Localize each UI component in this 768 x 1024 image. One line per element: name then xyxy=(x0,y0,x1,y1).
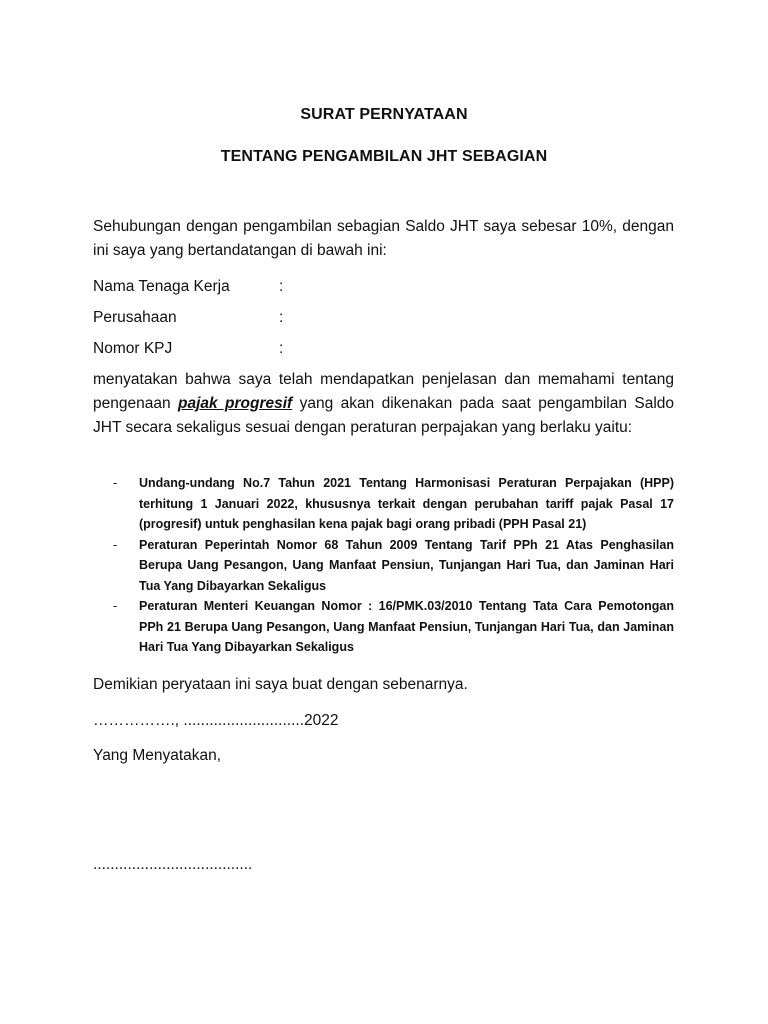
list-bullet: - xyxy=(113,537,118,552)
field-label: Nama Tenaga Kerja xyxy=(93,278,230,295)
list-item xyxy=(93,596,674,658)
regulation-list xyxy=(93,473,674,658)
statement-text-after: yang akan dikenakan pada saat pengambilan Saldo JHT secara sekaligus sesuai dengan peraturan perpajakan yang berlaku yaitu: xyxy=(93,395,675,436)
statement-paragraph xyxy=(93,368,674,440)
signature-line: ..................................... xyxy=(93,856,253,873)
list-bullet: - xyxy=(113,599,118,613)
regulation-text: Peraturan Menteri Keuangan Nomor : 16/PMK.03/2010 Tentang Tata Cara Pemotongan PPh 21 Berupa Uang Pesangon, Uang Manfaat Pensiun, Tunjangan Hari Tua, dan Jaminan Hari Tua Yang Dibayarkan Sekaligus xyxy=(139,599,674,654)
field-label: Nomor KPJ xyxy=(93,340,173,357)
field-separator: : xyxy=(279,278,284,295)
list-bullet: - xyxy=(113,476,118,490)
signer-label: Yang Menyatakan, xyxy=(93,747,222,764)
date-line: ……………., ............................2022 xyxy=(93,712,339,729)
field-perusahaan xyxy=(93,308,283,328)
list-item xyxy=(93,535,674,597)
field-separator: : xyxy=(279,340,284,357)
statement-text-before: menyatakan bahwa saya telah mendapatkan penjelasan dan memahami tentang pengenaan xyxy=(93,371,674,412)
closing-sentence: Demikian peryataan ini saya buat dengan sebenarnya. xyxy=(93,676,468,693)
field-nomor-kpj xyxy=(93,339,283,359)
regulation-text: Peraturan Peperintah Nomor 68 Tahun 2009 Tentang Tarif PPh 21 Atas Penghasilan Berupa Uang Pesangon, Uang Manfaat Pensiun, Tunjangan Hari Tua, dan Jaminan Hari Tua Yang Dibayarkan Sekaligus xyxy=(139,537,674,593)
field-separator: : xyxy=(279,309,284,326)
statement-emphasis: pajak progresif xyxy=(177,395,293,412)
document-title: SURAT PERNYATAAN xyxy=(300,106,468,123)
field-nama-tenaga-kerja xyxy=(93,277,283,297)
intro-paragraph: Sehubungan dengan pengambilan sebagian Saldo JHT saya sebesar 10%, dengan ini saya yang bertandatangan di bawah ini: xyxy=(93,218,674,259)
field-label: Perusahaan xyxy=(93,309,177,326)
document-subtitle: TENTANG PENGAMBILAN JHT SEBAGIAN xyxy=(220,148,548,165)
list-item xyxy=(93,473,674,535)
regulation-text: Undang-undang No.7 Tahun 2021 Tentang Harmonisasi Peraturan Perpajakan (HPP) terhitung 1 Januari 2022, khususnya terkait dengan perubahan tariff pajak Pasal 17 (progresif) untuk penghasilan kena pajak bagi orang pribadi (PPH Pasal 21) xyxy=(139,476,674,531)
